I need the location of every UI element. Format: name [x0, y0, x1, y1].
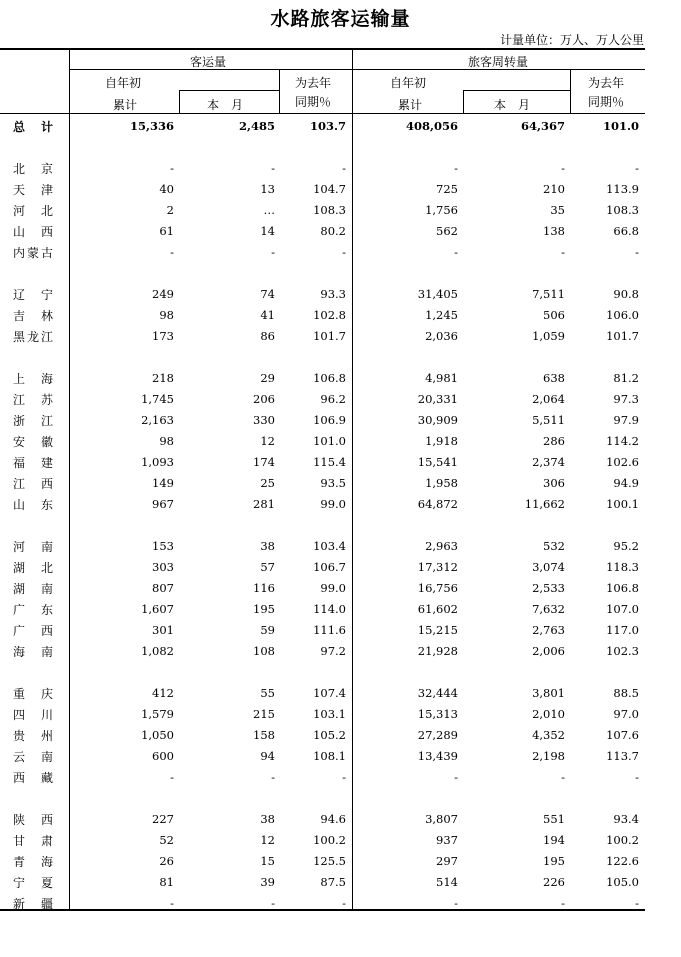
region-name: 内蒙古 [13, 246, 53, 260]
table-row [0, 830, 681, 850]
ytd-volume-cell: 98 [159, 308, 174, 322]
month-volume-cell: 86 [260, 329, 275, 343]
ytd-volume-cell: 26 [159, 854, 174, 868]
region-name: 吉 林 [13, 309, 53, 323]
month-volume-cell: - [271, 245, 275, 259]
yoy-turnover-cell: 118.3 [606, 560, 639, 574]
yoy-volume-cell: 105.2 [313, 728, 346, 742]
ytd-turnover-cell: 31,405 [417, 287, 458, 301]
yoy-volume-cell: 93.3 [320, 287, 346, 301]
column-divider [570, 70, 571, 114]
ytd-volume-cell: 227 [152, 812, 174, 826]
month-turnover-cell: 210 [543, 182, 565, 196]
ytd-turnover-cell: 1,958 [425, 476, 458, 490]
month-turnover-cell: 194 [543, 833, 565, 847]
month-turnover-cell: 2,374 [532, 455, 565, 469]
ytd-volume-cell: 52 [159, 833, 174, 847]
month-volume-cell: 174 [253, 455, 275, 469]
header-yoy-line2: 同期％ [295, 95, 332, 109]
yoy-volume-cell: - [342, 896, 346, 910]
yoy-volume-cell: 99.0 [320, 581, 346, 595]
yoy-volume-cell: 93.5 [320, 476, 346, 490]
yoy-turnover-cell: 94.9 [613, 476, 639, 490]
yoy-volume-cell: 102.8 [313, 308, 346, 322]
yoy-turnover-cell: 93.4 [613, 812, 639, 826]
ytd-turnover-cell: - [454, 770, 458, 784]
header-month: 本 月 [207, 98, 244, 112]
table-row [0, 620, 681, 640]
ytd-volume-cell: 2,163 [141, 413, 174, 427]
region-name: 黑龙江 [13, 330, 53, 344]
yoy-turnover-cell: 97.3 [613, 392, 639, 406]
month-turnover-cell: 2,006 [532, 644, 565, 658]
month-volume-cell: - [271, 896, 275, 910]
header-yoy-line2: 同期％ [588, 95, 625, 109]
yoy-turnover-cell: - [635, 896, 639, 910]
ytd-turnover-cell: 562 [436, 224, 458, 238]
table-row [0, 641, 681, 661]
table-row [0, 200, 681, 220]
table-row [0, 179, 681, 199]
ytd-volume-cell: 1,745 [141, 392, 174, 406]
ytd-turnover-cell: 4,981 [425, 371, 458, 385]
yoy-volume-cell: 107.4 [313, 686, 346, 700]
table-row [0, 431, 681, 451]
region-name: 上 海 [13, 372, 53, 386]
region-name: 湖 北 [13, 561, 53, 575]
yoy-volume-cell: 111.6 [313, 623, 346, 637]
month-turnover-cell: - [561, 245, 565, 259]
table-row [0, 284, 681, 304]
table-row [0, 221, 681, 241]
yoy-volume-cell: 96.2 [320, 392, 346, 406]
yoy-volume-cell: 103.7 [309, 119, 346, 133]
yoy-turnover-cell: 113.7 [606, 749, 639, 763]
region-name: 安 徽 [13, 435, 53, 449]
region-name: 福 建 [13, 456, 53, 470]
yoy-turnover-cell: 100.1 [606, 497, 639, 511]
yoy-volume-cell: - [342, 245, 346, 259]
month-volume-cell: 281 [253, 497, 275, 511]
yoy-volume-cell: 101.0 [313, 434, 346, 448]
ytd-turnover-cell: 1,245 [425, 308, 458, 322]
yoy-volume-cell: 114.0 [313, 602, 346, 616]
ytd-turnover-cell: 937 [436, 833, 458, 847]
ytd-turnover-cell: 15,541 [417, 455, 458, 469]
ytd-volume-cell: 1,082 [141, 644, 174, 658]
month-volume-cell: 38 [260, 812, 275, 826]
yoy-turnover-cell: 101.0 [602, 119, 639, 133]
total-row [0, 116, 681, 136]
month-volume-cell: 94 [260, 749, 275, 763]
table-row [0, 851, 681, 871]
page-title: 水路旅客运输量 [270, 8, 411, 30]
month-turnover-cell: - [561, 770, 565, 784]
table-top-rule [0, 48, 645, 50]
month-volume-cell: 206 [253, 392, 275, 406]
region-name: 宁 夏 [13, 876, 53, 890]
ytd-turnover-cell: - [454, 161, 458, 175]
table-row [0, 746, 681, 766]
month-turnover-cell: 3,074 [532, 560, 565, 574]
month-turnover-cell: 138 [543, 224, 565, 238]
table-row [0, 725, 681, 745]
month-volume-cell: 108 [253, 644, 275, 658]
month-volume-cell: 25 [260, 476, 275, 490]
ytd-turnover-cell: 13,439 [417, 749, 458, 763]
table-row [0, 368, 681, 388]
yoy-volume-cell: 80.2 [320, 224, 346, 238]
table-row [0, 305, 681, 325]
month-volume-cell: 41 [260, 308, 275, 322]
table-row [0, 599, 681, 619]
ytd-turnover-cell: 16,756 [417, 581, 458, 595]
ytd-turnover-cell: 64,872 [417, 497, 458, 511]
ytd-volume-cell: 303 [152, 560, 174, 574]
yoy-volume-cell: 99.0 [320, 497, 346, 511]
month-volume-cell: 2,485 [238, 119, 275, 133]
month-turnover-cell: 532 [543, 539, 565, 553]
column-divider [179, 90, 180, 114]
region-name: 河 北 [13, 204, 53, 218]
ytd-turnover-cell: - [454, 896, 458, 910]
table-row [0, 704, 681, 724]
month-turnover-cell: 11,662 [524, 497, 565, 511]
table-row [0, 767, 681, 787]
table-row [0, 452, 681, 472]
month-turnover-cell: 2,010 [532, 707, 565, 721]
header-yoy-line1: 为去年 [588, 76, 625, 90]
yoy-volume-cell: 104.7 [313, 182, 346, 196]
month-turnover-cell: 195 [543, 854, 565, 868]
ytd-turnover-cell: 725 [436, 182, 458, 196]
unit-label: 计量单位：万人、万人公里 [499, 33, 644, 47]
month-volume-cell: 74 [260, 287, 275, 301]
ytd-turnover-cell: 15,215 [417, 623, 458, 637]
table-row [0, 494, 681, 514]
header-ytd-line2: 累计 [398, 98, 423, 112]
yoy-turnover-cell: 113.9 [606, 182, 639, 196]
region-name: 北 京 [13, 162, 53, 176]
yoy-turnover-cell: 117.0 [606, 623, 639, 637]
table-row [0, 893, 681, 913]
table-row [0, 557, 681, 577]
yoy-volume-cell: 87.5 [320, 875, 346, 889]
ytd-volume-cell: - [170, 770, 174, 784]
yoy-turnover-cell: 107.6 [606, 728, 639, 742]
month-turnover-cell: 2,064 [532, 392, 565, 406]
region-name: 江 西 [13, 477, 53, 491]
ytd-turnover-cell: 514 [436, 875, 458, 889]
ytd-volume-cell: 967 [152, 497, 174, 511]
ytd-volume-cell: 98 [159, 434, 174, 448]
month-box-top [179, 90, 279, 91]
month-volume-cell: 15 [260, 854, 275, 868]
month-turnover-cell: 3,801 [532, 686, 565, 700]
yoy-turnover-cell: 122.6 [606, 854, 639, 868]
header-ytd-line1: 自年初 [390, 76, 427, 90]
table-row [0, 389, 681, 409]
region-name: 天 津 [13, 183, 53, 197]
month-turnover-cell: 306 [543, 476, 565, 490]
ytd-volume-cell: 1,093 [141, 455, 174, 469]
ytd-turnover-cell: 27,289 [417, 728, 458, 742]
ytd-turnover-cell: 30,909 [417, 413, 458, 427]
ytd-volume-cell: 1,050 [141, 728, 174, 742]
ytd-volume-cell: 173 [152, 329, 174, 343]
month-turnover-cell: 7,632 [532, 602, 565, 616]
region-name: 青 海 [13, 855, 53, 869]
month-volume-cell: 116 [253, 581, 275, 595]
header-ytd-line2: 累计 [113, 98, 138, 112]
ytd-volume-cell: 1,607 [141, 602, 174, 616]
header-month: 本 月 [494, 98, 531, 112]
region-name: 贵 州 [13, 729, 53, 743]
month-turnover-cell: 35 [550, 203, 565, 217]
ytd-volume-cell: 15,336 [129, 119, 174, 133]
table-row [0, 158, 681, 178]
month-volume-cell: … [263, 203, 275, 217]
month-turnover-cell: - [561, 161, 565, 175]
region-name: 浙 江 [13, 414, 53, 428]
region-name: 辽 宁 [13, 288, 53, 302]
yoy-volume-cell: - [342, 770, 346, 784]
ytd-volume-cell: 61 [159, 224, 174, 238]
table-row [0, 326, 681, 346]
table-row [0, 578, 681, 598]
yoy-volume-cell: 106.9 [313, 413, 346, 427]
yoy-volume-cell: 108.3 [313, 203, 346, 217]
header-ytd-line1: 自年初 [105, 76, 142, 90]
table-row [0, 872, 681, 892]
yoy-turnover-cell: 108.3 [606, 203, 639, 217]
yoy-volume-cell: 106.7 [313, 560, 346, 574]
region-name: 广 西 [13, 624, 53, 638]
region-name: 甘 肃 [13, 834, 53, 848]
ytd-turnover-cell: 3,807 [425, 812, 458, 826]
table-row [0, 536, 681, 556]
yoy-turnover-cell: - [635, 245, 639, 259]
month-volume-cell: 330 [253, 413, 275, 427]
region-name: 陕 西 [13, 813, 53, 827]
region-name: 海 南 [13, 645, 53, 659]
ytd-volume-cell: 218 [152, 371, 174, 385]
column-divider [463, 90, 464, 114]
month-volume-cell: - [271, 770, 275, 784]
region-name: 江 苏 [13, 393, 53, 407]
region-name: 山 东 [13, 498, 53, 512]
month-turnover-cell: 226 [543, 875, 565, 889]
month-turnover-cell: - [561, 896, 565, 910]
ytd-turnover-cell: 1,756 [425, 203, 458, 217]
yoy-volume-cell: 100.2 [313, 833, 346, 847]
month-volume-cell: 59 [260, 623, 275, 637]
month-turnover-cell: 2,533 [532, 581, 565, 595]
month-volume-cell: 215 [253, 707, 275, 721]
yoy-turnover-cell: 105.0 [606, 875, 639, 889]
month-turnover-cell: 551 [543, 812, 565, 826]
yoy-volume-cell: - [342, 161, 346, 175]
month-turnover-cell: 64,367 [520, 119, 565, 133]
header-bottom-rule [0, 113, 645, 114]
month-volume-cell: 38 [260, 539, 275, 553]
region-name: 湖 南 [13, 582, 53, 596]
month-volume-cell: 12 [260, 434, 275, 448]
region-name: 河 南 [13, 540, 53, 554]
column-divider [279, 70, 280, 114]
table-row [0, 809, 681, 829]
yoy-turnover-cell: 106.8 [606, 581, 639, 595]
yoy-turnover-cell: 114.2 [606, 434, 639, 448]
ytd-turnover-cell: 1,918 [425, 434, 458, 448]
yoy-turnover-cell: - [635, 770, 639, 784]
ytd-volume-cell: 301 [152, 623, 174, 637]
region-name: 山 西 [13, 225, 53, 239]
month-turnover-cell: 2,198 [532, 749, 565, 763]
yoy-turnover-cell: 100.2 [606, 833, 639, 847]
yoy-turnover-cell: 88.5 [613, 686, 639, 700]
month-volume-cell: 39 [260, 875, 275, 889]
yoy-volume-cell: 125.5 [313, 854, 346, 868]
table-row [0, 683, 681, 703]
month-turnover-cell: 7,511 [532, 287, 565, 301]
month-turnover-cell: 638 [543, 371, 565, 385]
header-passenger-volume: 客运量 [190, 55, 227, 69]
month-turnover-cell: 286 [543, 434, 565, 448]
month-volume-cell: 29 [260, 371, 275, 385]
yoy-turnover-cell: 106.0 [606, 308, 639, 322]
region-name: 总 计 [13, 120, 53, 134]
ytd-volume-cell: 149 [152, 476, 174, 490]
region-name: 广 东 [13, 603, 53, 617]
yoy-volume-cell: 106.8 [313, 371, 346, 385]
yoy-turnover-cell: 66.8 [613, 224, 639, 238]
region-name: 四 川 [13, 708, 53, 722]
yoy-turnover-cell: 102.6 [606, 455, 639, 469]
ytd-turnover-cell: 61,602 [417, 602, 458, 616]
yoy-turnover-cell: 90.8 [613, 287, 639, 301]
month-turnover-cell: 5,511 [532, 413, 565, 427]
ytd-turnover-cell: 20,331 [417, 392, 458, 406]
yoy-volume-cell: 115.4 [313, 455, 346, 469]
ytd-turnover-cell: 297 [436, 854, 458, 868]
ytd-volume-cell: - [170, 245, 174, 259]
region-name: 新 疆 [13, 897, 53, 911]
month-volume-cell: 13 [260, 182, 275, 196]
ytd-volume-cell: 2 [166, 203, 174, 217]
region-name: 云 南 [13, 750, 53, 764]
month-volume-cell: 195 [253, 602, 275, 616]
ytd-volume-cell: - [170, 896, 174, 910]
ytd-turnover-cell: 2,963 [425, 539, 458, 553]
yoy-volume-cell: 94.6 [320, 812, 346, 826]
month-volume-cell: 158 [253, 728, 275, 742]
yoy-turnover-cell: 95.2 [613, 539, 639, 553]
ytd-volume-cell: 1,579 [141, 707, 174, 721]
ytd-volume-cell: 600 [152, 749, 174, 763]
yoy-volume-cell: 103.4 [313, 539, 346, 553]
ytd-turnover-cell: 17,312 [417, 560, 458, 574]
yoy-volume-cell: 108.1 [313, 749, 346, 763]
table-row [0, 242, 681, 262]
region-name: 重 庆 [13, 687, 53, 701]
ytd-turnover-cell: - [454, 245, 458, 259]
month-turnover-cell: 4,352 [532, 728, 565, 742]
table-row [0, 473, 681, 493]
yoy-turnover-cell: 101.7 [606, 329, 639, 343]
month-box-top [463, 90, 570, 91]
yoy-turnover-cell: 97.0 [613, 707, 639, 721]
ytd-volume-cell: 249 [152, 287, 174, 301]
ytd-turnover-cell: 2,036 [425, 329, 458, 343]
group-header-rule [69, 69, 645, 70]
table-row [0, 410, 681, 430]
ytd-turnover-cell: 32,444 [417, 686, 458, 700]
yoy-turnover-cell: 81.2 [613, 371, 639, 385]
yoy-turnover-cell: - [635, 161, 639, 175]
ytd-volume-cell: 81 [159, 875, 174, 889]
yoy-turnover-cell: 102.3 [606, 644, 639, 658]
ytd-turnover-cell: 21,928 [417, 644, 458, 658]
month-volume-cell: 14 [260, 224, 275, 238]
month-turnover-cell: 2,763 [532, 623, 565, 637]
yoy-volume-cell: 101.7 [313, 329, 346, 343]
month-turnover-cell: 506 [543, 308, 565, 322]
ytd-volume-cell: - [170, 161, 174, 175]
ytd-turnover-cell: 408,056 [405, 119, 458, 133]
yoy-turnover-cell: 107.0 [606, 602, 639, 616]
month-volume-cell: 55 [260, 686, 275, 700]
ytd-volume-cell: 412 [152, 686, 174, 700]
ytd-volume-cell: 807 [152, 581, 174, 595]
month-turnover-cell: 1,059 [532, 329, 565, 343]
ytd-turnover-cell: 15,313 [417, 707, 458, 721]
header-yoy-line1: 为去年 [295, 76, 332, 90]
yoy-turnover-cell: 97.9 [613, 413, 639, 427]
yoy-volume-cell: 97.2 [320, 644, 346, 658]
month-volume-cell: 57 [260, 560, 275, 574]
header-passenger-turnover: 旅客周转量 [468, 55, 529, 69]
month-volume-cell: 12 [260, 833, 275, 847]
yoy-volume-cell: 103.1 [313, 707, 346, 721]
ytd-volume-cell: 40 [159, 182, 174, 196]
region-name: 西 藏 [13, 771, 53, 785]
month-volume-cell: - [271, 161, 275, 175]
ytd-volume-cell: 153 [152, 539, 174, 553]
